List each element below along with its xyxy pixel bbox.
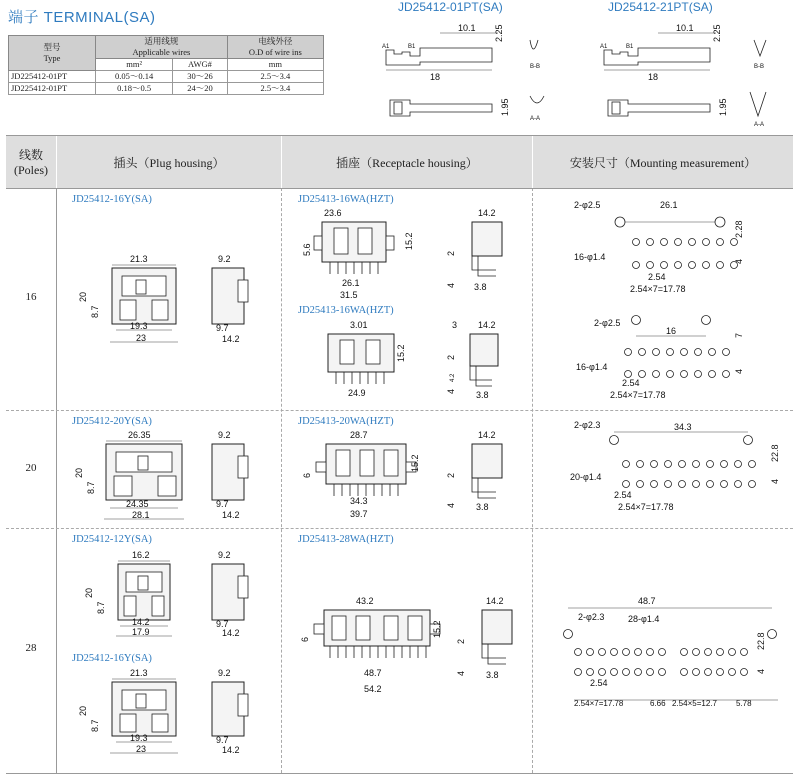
terminal-drawing-2 [598,18,788,128]
dim-label: 19.3 [130,321,148,331]
dim-label: B-B [530,64,541,70]
dim-label: A-A [530,116,541,122]
dim-label: 3.8 [486,670,499,680]
dim-label: 14.2 [222,628,240,638]
dim-label: 2 [446,354,456,360]
terminal-side-view [604,48,710,65]
dim-label: 23.6 [324,208,342,218]
dim-label: 6 [302,472,312,478]
spec-subhead-mm: mm [227,59,323,71]
section-aa-shape [750,92,766,116]
receptacle-side-view [470,334,498,366]
receptacle-side-view [482,610,512,644]
dim-label: 6 [300,636,310,642]
dim-label: 9.7 [216,323,229,333]
dim-label: 10.1 [676,23,694,33]
spec-cell-type: JD225412-01PT [9,83,96,95]
plug-model: JD25412-12Y(SA) [72,534,152,545]
dim-label: 54.2 [364,684,382,694]
dim-label: A-A [754,122,765,128]
dim-label: 7 [734,332,744,338]
dim-label: 19.3 [130,733,148,743]
plug-drawing [76,548,276,642]
dim-label: 10.1 [458,23,476,33]
receptacle-model: JD25413-28WA(HZT) [298,534,394,545]
dim-label: 4 [446,388,456,394]
plug-model: JD25412-16Y(SA) [72,653,152,664]
terminal-top-view [390,100,492,116]
dim-label: 34.3 [674,422,692,432]
dim-label: 9.2 [218,668,231,678]
spec-subhead-mm2: mm² [96,59,173,71]
dim-label: 1.95 [500,98,510,116]
spec-head-wires: 适用线规 Applicable wires [96,36,228,59]
dim-label: 2.54 [622,378,640,388]
dim-label: 2 [446,250,456,256]
dim-label: 14.2 [478,208,496,218]
spec-cell-awg: 30～26 [173,71,227,83]
pole-count: 20 [25,462,37,474]
dim-label: 5.6 [302,243,312,256]
dim-label: 6.66 [650,699,666,708]
dim-label: 4 [446,282,456,288]
dim-label: 9.7 [216,619,229,629]
dim-label: 18 [430,72,441,82]
dim-label: 4 [756,668,766,674]
receptacle-front-view [322,222,386,262]
dim-label: 16.2 [132,550,150,560]
table-row [9,83,324,95]
dim-label: 23 [136,333,147,343]
receptacle-side-view [472,222,502,256]
dim-label: 20-φ1.4 [570,472,602,482]
dim-label: 2 [456,638,466,644]
dim-label: 4 [770,478,780,484]
receptacle-drawing [300,428,520,522]
plug-model: JD25412-16Y(SA) [72,194,152,205]
dim-label: 28-φ1.4 [628,614,660,624]
section-bb-shape [530,40,538,49]
terminal-title-1: JD25412-01PT(SA) [398,0,503,14]
mounting-drawing [570,194,790,298]
dim-label: 4 [734,258,744,264]
dim-label: 3.8 [474,282,487,292]
dim-label: 2.54×7=17.78 [630,284,686,294]
dim-label: 8.7 [86,481,96,494]
dim-label: 14.2 [478,430,496,440]
dim-label: 18 [648,72,659,82]
dim-label: 15.2 [396,344,406,362]
dim-label: 14.2 [478,320,496,330]
pole-count: 16 [25,291,37,303]
dim-label: 2.54×7=17.78 [574,699,624,708]
dim-label: 22.8 [770,444,780,462]
dim-label: 24.35 [126,499,149,509]
dim-label: 16-φ1.4 [576,362,608,372]
dim-label: 20 [78,291,88,302]
receptacle-drawing [300,594,520,698]
dim-label: 48.7 [364,668,382,678]
dim-label: 31.5 [340,290,358,300]
table-row [9,71,324,83]
dim-label: 17.9 [132,627,150,637]
dim-label: 9.7 [216,499,229,509]
hole-row [625,349,730,378]
dim-label: 14.2 [486,596,504,606]
spec-head-od: 电线外径 O.D of wire ins [227,36,323,59]
dim-label: 21.3 [130,254,148,264]
mounting-drawing [570,416,790,516]
dim-label: 26.35 [128,430,151,440]
dim-label: 9.2 [218,430,231,440]
dim-label: 3.8 [476,390,489,400]
dim-label: 14.2 [222,334,240,344]
spec-subhead-awg: AWG# [173,59,227,71]
spec-cell-mm2: 0.18～0.5 [96,83,173,95]
receptacle-front-view [328,334,394,372]
receptacle-drawing [300,318,520,402]
dim-label: 2.25 [712,24,722,42]
spec-cell-type: JD225412-01PT [9,71,96,83]
dim-label: A1 [600,44,608,50]
dim-label: 14.2 [222,745,240,755]
section-bb-shape [754,40,766,56]
dim-label: 4.2 [450,373,456,382]
dim-label: 3 [452,320,458,330]
dim-label: 20 [84,587,94,598]
plug-drawing [76,252,276,347]
terminal-drawing-1 [380,18,565,128]
dim-label: 20 [74,467,84,478]
dim-label: 15.2 [410,454,420,472]
dim-label: 3.8 [476,502,489,512]
col-header-receptacle: 插座（Receptacle housing） [282,136,532,188]
dim-label: 34.3 [350,496,368,506]
page-title: 端子 TERMINAL(SA) [8,9,156,26]
dim-label: B-B [754,64,765,70]
dim-label: 22.8 [756,632,766,650]
receptacle-side-view [472,444,502,478]
dim-label: 4 [456,670,466,676]
col-header-mounting: 安装尺寸（Mounting measurement） [533,136,793,188]
dim-label: 20 [78,705,88,716]
mounting-drawing [560,594,790,712]
dim-label: 16-φ1.4 [574,252,606,262]
terminal-title-2: JD25412-21PT(SA) [608,0,713,14]
dim-label: 2.54×7=17.78 [618,502,674,512]
plug-drawing [76,666,276,758]
hole-row [633,239,738,269]
dim-label: 14.2 [222,510,240,520]
dim-label: 15.2 [404,232,414,250]
dim-label: B1 [408,44,416,50]
dim-label: 16 [666,326,677,336]
dim-label: 14.2 [132,617,150,627]
dim-label: 8.7 [90,305,100,318]
col-header-plug: 插头（Plug housing） [57,136,281,188]
dim-label: 43.2 [356,596,374,606]
plug-drawing [76,428,276,523]
col-header-poles: 线数 (Poles) [6,136,56,188]
dim-label: 4 [734,368,744,374]
dim-label: 2-φ2.5 [594,318,621,328]
dim-label: 2.25 [494,24,504,42]
dim-label: 8.7 [96,601,106,614]
dim-label: 39.7 [350,509,368,519]
spec-cell-od: 2.5～3.4 [227,83,323,95]
dim-label: 2 [446,472,456,478]
dim-label: 15.2 [432,620,442,638]
dim-label: 9.2 [218,550,231,560]
dim-label: 48.7 [638,596,656,606]
hole-row [575,649,748,676]
dim-label: 1.95 [718,98,728,116]
receptacle-model: JD25413-20WA(HZT) [298,416,394,427]
dim-label: 2.54 [614,490,632,500]
receptacle-model: JD25413-16WA(HZT) [298,305,394,316]
dim-label: 2.54 [590,678,608,688]
dim-label: 24.9 [348,388,366,398]
dim-label: 9.7 [216,735,229,745]
dim-label: 9.2 [218,254,231,264]
dim-label: 2.54×5=12.7 [672,699,717,708]
pole-count: 28 [25,642,37,654]
dim-label: 26.1 [342,278,360,288]
terminal-top-view [608,100,710,116]
wire-spec-table [8,35,324,95]
receptacle-model: JD25413-16WA(HZT) [298,194,394,205]
dim-label: 26.1 [660,200,678,210]
dim-label: 2.54×7=17.78 [610,390,666,400]
terminal-side-view [386,48,492,65]
hole-row [623,461,756,488]
dim-label: 23 [136,744,147,754]
dim-label: 21.3 [130,668,148,678]
spec-cell-mm2: 0.05～0.14 [96,71,173,83]
dim-label: B1 [626,44,634,50]
dim-label: 28.7 [350,430,368,440]
spec-cell-od: 2.5～3.4 [227,71,323,83]
receptacle-drawing [300,206,520,304]
dim-label: 5.78 [736,699,752,708]
spec-cell-awg: 24～20 [173,83,227,95]
dim-label: 8.7 [90,719,100,732]
mounting-drawing [570,308,790,404]
dim-label: 2.54 [648,272,666,282]
dim-label: 2.28 [734,220,744,238]
dim-label: 2-φ2.5 [574,200,601,210]
dim-label: A1 [382,44,390,50]
spec-head-type: 型号 Type [9,36,96,71]
plug-model: JD25412-20Y(SA) [72,416,152,427]
dim-label: 2-φ2.3 [574,420,601,430]
section-aa-shape [530,96,544,103]
dim-label: 3.01 [350,320,368,330]
dim-label: 2-φ2.3 [578,612,605,622]
dim-label: 28.1 [132,510,150,520]
dim-label: 4 [446,502,456,508]
